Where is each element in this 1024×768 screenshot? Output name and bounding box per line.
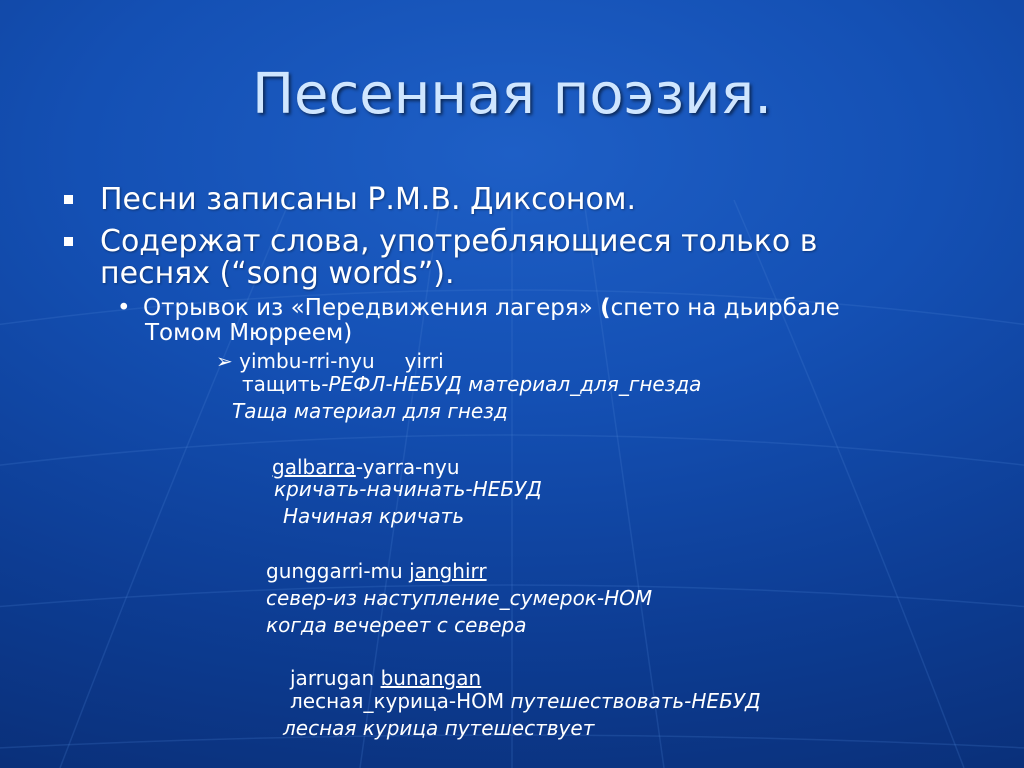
example-2-gloss: кричать-начинать-НЕБУД	[274, 477, 542, 501]
slide-title: Песенная поэзия.	[251, 62, 773, 127]
example-3-words: gunggarri-mu janghirr	[266, 559, 487, 583]
example-2-words: galbarra-yarra-nyu	[272, 455, 460, 479]
example-4-translation: лесная курица путешествует	[283, 716, 595, 740]
square-bullet-icon	[64, 195, 73, 204]
example-1-translation: Таща материал для гнезд	[232, 399, 508, 423]
example-1-words: ➢ yimbu-rri-nyu yirri	[216, 349, 444, 373]
example-3-translation: когда вечереет с севера	[266, 613, 527, 637]
square-bullet-icon	[64, 237, 73, 246]
round-bullet-icon: •	[117, 295, 131, 321]
example-3-gloss: север-из наступление_сумерок-НОМ	[266, 586, 653, 610]
example-2-translation: Начиная кричать	[283, 504, 465, 528]
example-4-words: jarrugan bunangan	[290, 666, 482, 690]
example-4-gloss: лесная_курица-НОМ путешествовать-НЕБУД	[290, 689, 761, 713]
example-1-gloss: тащить-РЕФЛ-НЕБУД материал_для_гнезда	[242, 372, 702, 396]
arrow-bullet-icon: ➢	[216, 349, 233, 373]
